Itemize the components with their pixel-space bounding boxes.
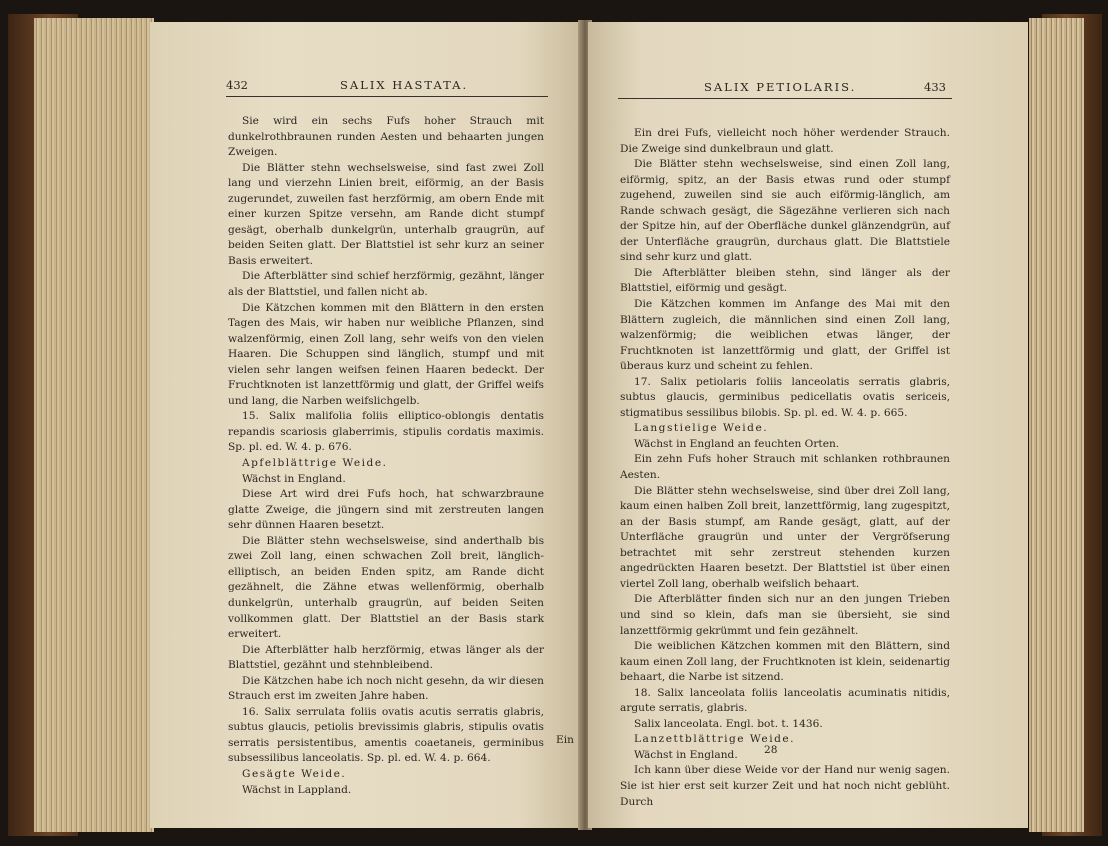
species-diagnosis: 16. Salix serrulata foliis ovatis acutis serratis glabris, subtus glaucis, petiolis brevissimis glabris, stipulis ovatis serratis persistentibus, amentis coaetaneis, germinibus subsessilibus lanceolatis. Sp. pl. ed. W. 4. p. 664. (228, 705, 544, 765)
species-diagnosis: 15. Salix malifolia foliis ellipticо-oblongis dentatis repandis scariosis glaberrimis, stipulis cordatis maximis. Sp. pl. ed. W. 4. p. 676. (228, 410, 544, 454)
catchword: Ein (556, 734, 574, 746)
page-number: 432 (226, 78, 248, 92)
paragraph: Sie wird ein sechs Fufs hoher Strauch mit dunkelrothbraunen runden Aesten und behaarten jungen Zweigen. (228, 115, 544, 159)
species-diagnosis: 17. Salix petiolaris foliis lanceolatis serratis glabris, subtus glaucis, germinibus pedicellatis ovatis sericeis, stigmatibus sessilibus bilobis. Sp. pl. ed. W. 4. p. 665. (620, 375, 950, 419)
habitat: Wächst in England an feuchten Orten. (634, 437, 840, 450)
paragraph: Die Afterblätter sind schief herzförmig, gezähnt, länger als der Blattstiel, und fallen nicht ab. (228, 270, 544, 299)
species-diagnosis: 18. Salix lanceolata foliis lanceolatis acuminatis nitidis, argute serratis, glabris. (620, 686, 950, 715)
paragraph: Die Blätter stehn wechselsweise, sind über drei Zoll lang, kaum einen halben Zoll breit, lanzettförmig, lang zugespitzt, an der Basis stumpf, am Rande gesägt, glatt, auf der Unterfläche graugrün und unter der Vergröfserung betrachtet mit sehr zerstreut stehenden kurzen angedrückten Haaren besetzt. Der Blattstiel ist über einen viertel Zoll lang, oberhalb weifslich behaart. (620, 484, 950, 590)
common-name: Gesägte Weide. (242, 767, 347, 780)
paragraph: Die Blätter stehn wechselsweise, sind fast zwei Zoll lang und vierzehn Linien breit, eiförmig, an der Basis zugerundet, zuweilen fast herzförmig, am obern Ende mit einer kurzen Spitze versehn, am Rande dicht stumpf gesägt, oberhalb dunkelgrün, unterhalb graugrün, auf beiden Seiten glatt. Der Blattstiel ist sehr kurz an seiner Basis erweitert. (228, 161, 544, 267)
paragraph: Die Afterblätter halb herzförmig, etwas länger als der Blattstiel, gezähnt und stehnbleibend. (228, 643, 544, 672)
paragraph: Die Blätter stehn wechselsweise, sind einen Zoll lang, eiförmig, spitz, an der Basis etwas rund oder stumpf zugehend, zuweilen sind sie auch eiförmig-länglich, am Rande schwach gesägt, die Sägezähne verlieren sich nach der Spitze hin, auf der Oberfläche dunkel glänzendgrün, auf der Unterfläche graugrün, durchaus glatt. Die Blattstiele sind sehr kurz und glatt. (620, 158, 950, 264)
left-page (150, 22, 582, 828)
head-rule (226, 96, 548, 97)
paragraph: Die Kätzchen kommen im Anfange des Mai mit den Blättern zugleich, die männlichen sind einen Zoll lang, walzenförmig; die weiblichen etwas länger, der Fruchtknoten ist lanzettförmig und glatt, der Griffel ist überaus kurz und scheint zu fehlen. (620, 298, 950, 373)
common-name: Apfelblättrige Weide. (242, 457, 388, 470)
paragraph: Ein zehn Fufs hoher Strauch mit schlanken rothbraunen Aesten. (620, 453, 950, 482)
signature-mark: 28 (764, 744, 778, 756)
common-name: Lanzettblättrige Weide. (634, 733, 796, 746)
paragraph: Diese Art wird drei Fufs hoch, hat schwarzbraune glatte Zweige, die jüngern sind mit zerstreuten langen sehr dünnen Haaren besetzt. (228, 488, 544, 532)
running-head: SALIX HASTATA. (340, 78, 469, 92)
habitat: Wächst in England. (242, 472, 346, 485)
habitat: Wächst in England. (634, 748, 738, 761)
paragraph: Die Afterblätter finden sich nur an den jungen Trieben und sind so klein, dafs man sie übersieht, sie sind lanzettförmig gekrümmt und fein gezähnelt. (620, 593, 950, 637)
paragraph: Die Blätter stehn wechselsweise, sind anderthalb bis zwei Zoll lang, einen schwachen Zoll breit, länglich-elliptisch, an beiden Enden spitz, am Rande dicht gezähnelt, die Zähne etwas wellenförmig, oberhalb dunkelgrün, unterhalb graugrün, auf beiden Seiten vollkommen glatt. Der Blattstiel an der Basis stark erweitert. (228, 534, 544, 641)
paragraph: Die Kätzchen kommen mit den Blättern in den ersten Tagen des Mais, wir haben nur weibliche Pflanzen, sind walzenförmig, einen Zoll lang, sehr weifs von den vielen Haaren. Die Schuppen sind länglich, stumpf und mit vielen sehr langen weifsen feinen Haaren bedeckt. Der Fruchtknoten ist lanzettförmig und glatt, der Griffel weifs und lang, die Narben weifslichgelb. (228, 301, 544, 407)
head-rule (618, 98, 952, 99)
paragraph: Die weiblichen Kätzchen kommen mit den Blättern, sind kaum einen Zoll lang, der Fruchtknoten ist klein, seidenartig behaart, die Narbe ist sitzend. (620, 640, 950, 684)
left-page-edges (34, 18, 154, 832)
left-body-text (228, 114, 544, 798)
right-body-text (620, 126, 950, 810)
common-name: Langstielige Weide. (634, 422, 769, 435)
right-page (588, 22, 1028, 828)
paragraph: Die Kätzchen habe ich noch nicht gesehn, da wir diesen Strauch erst im zweiten Jahre haben. (228, 674, 544, 703)
page-number: 433 (924, 80, 946, 94)
synonym: Salix lanceolata. Engl. bot. t. 1436. (634, 717, 823, 730)
right-page-edges (1029, 18, 1084, 832)
paragraph: Ich kann über diese Weide vor der Hand nur wenig sagen. Sie ist hier erst seit kurzer Zeit und hat noch nicht geblüht. Durch (620, 764, 950, 808)
paragraph: Ein drei Fufs, vielleicht noch höher werdender Strauch. Die Zweige sind dunkelbraun und glatt. (620, 127, 950, 155)
running-head: SALIX PETIOLARIS. (704, 80, 857, 94)
habitat: Wächst in Lappland. (242, 783, 352, 796)
paragraph: Die Afterblätter bleiben stehn, sind länger als der Blattstiel, eiförmig und gesägt. (620, 266, 950, 295)
